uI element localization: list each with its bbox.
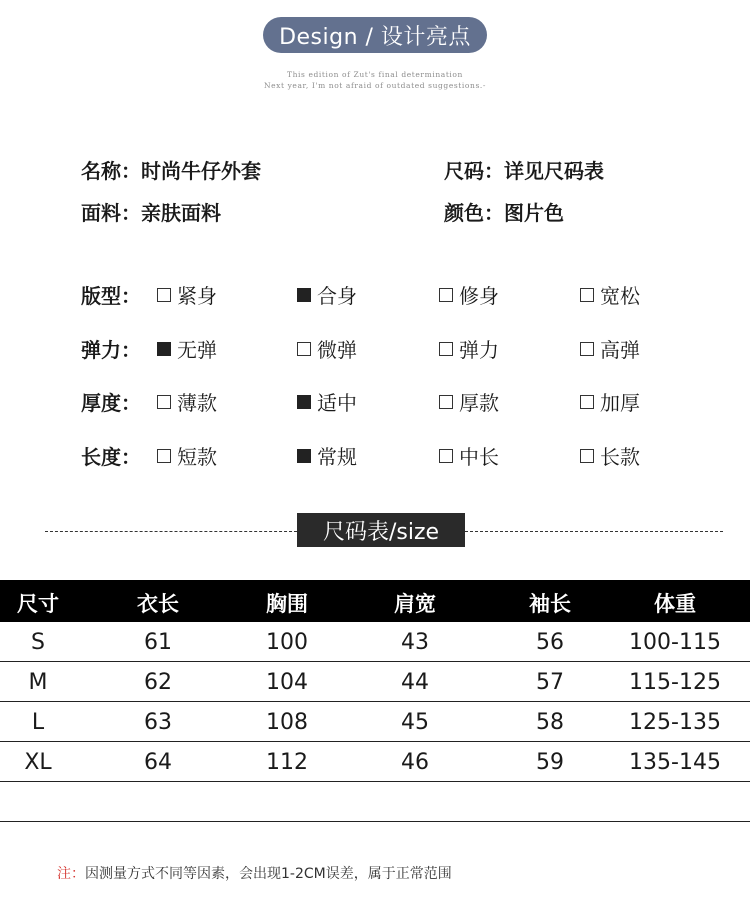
divider-right (465, 531, 723, 532)
table-cell: 59 (536, 750, 564, 775)
attribute-option (580, 387, 640, 416)
attribute-option (157, 334, 217, 363)
table-cell: 45 (401, 710, 429, 735)
attribute-option-label: 厚款 (459, 391, 499, 415)
note-prefix: 注： (57, 866, 85, 882)
attribute-option-label: 微弹 (317, 338, 357, 362)
table-rule (0, 741, 750, 742)
table-row (0, 662, 750, 702)
attribute-option (297, 334, 357, 363)
unchecked-box-icon (580, 395, 594, 409)
table-cell: 112 (266, 750, 308, 775)
product-name: 名称：时尚牛仔外套 (81, 159, 261, 183)
attribute-option (580, 334, 640, 363)
attribute-option-label: 弹力 (459, 338, 499, 362)
table-header-cell: 尺寸 (17, 592, 59, 616)
table-rule (0, 821, 750, 822)
table-cell: 61 (144, 630, 172, 655)
table-row (0, 742, 750, 782)
attribute-option (157, 441, 217, 470)
attribute-option (439, 334, 499, 363)
table-cell: 58 (536, 710, 564, 735)
note-text: 因测量方式不同等因素，会出现1-2CM误差，属于正常范围 (85, 866, 452, 882)
checked-box-icon (297, 449, 311, 463)
table-row (0, 702, 750, 742)
attribute-option-label: 中长 (459, 445, 499, 469)
table-rule (0, 701, 750, 702)
attribute-label: 弹力： (81, 338, 141, 362)
table-rule (0, 661, 750, 662)
attribute-option (297, 280, 357, 309)
attribute-label: 长度： (81, 445, 141, 469)
section-title: Design / 设计亮点 (279, 24, 471, 50)
table-cell: 104 (266, 670, 308, 695)
table-cell: 135-145 (629, 750, 721, 775)
table-cell: 43 (401, 630, 429, 655)
table-header-cell: 胸围 (266, 592, 308, 616)
product-size: 尺码：详见尺码表 (444, 159, 604, 183)
attribute-option (580, 280, 640, 309)
size-chart-title (297, 513, 465, 547)
table-cell: 44 (401, 670, 429, 695)
table-cell: XL (24, 750, 52, 775)
unchecked-box-icon (439, 342, 453, 356)
unchecked-box-icon (297, 342, 311, 356)
table-cell: 64 (144, 750, 172, 775)
table-cell: 108 (266, 710, 308, 735)
table-cell: 125-135 (629, 710, 721, 735)
unchecked-box-icon (157, 288, 171, 302)
table-rule (0, 781, 750, 782)
attribute-option (157, 387, 217, 416)
attribute-option-label: 合身 (317, 284, 357, 308)
attribute-option (297, 387, 357, 416)
attribute-option (157, 280, 217, 309)
checked-box-icon (297, 395, 311, 409)
table-cell: 63 (144, 710, 172, 735)
table-cell: S (31, 630, 45, 655)
size-table-header (0, 580, 750, 622)
table-cell: 115-125 (629, 670, 721, 695)
table-cell: M (28, 670, 48, 695)
table-cell: L (31, 710, 45, 735)
unchecked-box-icon (439, 288, 453, 302)
measurement-note (57, 863, 452, 883)
attribute-option (439, 387, 499, 416)
product-fabric: 面料：亲肤面料 (81, 201, 221, 225)
table-row (0, 622, 750, 662)
attribute-option-label: 短款 (177, 445, 217, 469)
attribute-option-label: 无弹 (177, 338, 217, 362)
attribute-option-label: 修身 (459, 284, 499, 308)
table-cell: 57 (536, 670, 564, 695)
table-header-cell: 肩宽 (394, 592, 436, 616)
table-header-cell: 体重 (654, 592, 696, 616)
table-cell: 100 (266, 630, 308, 655)
unchecked-box-icon (580, 449, 594, 463)
attribute-option-label: 高弹 (600, 338, 640, 362)
table-cell: 100-115 (629, 630, 721, 655)
attribute-option (439, 441, 499, 470)
attribute-option-label: 宽松 (600, 284, 640, 308)
size-chart-title-text: 尺码表/size (322, 519, 440, 545)
attribute-option-label: 薄款 (177, 391, 217, 415)
attribute-option (297, 441, 357, 470)
table-header-cell: 袖长 (529, 592, 571, 616)
unchecked-box-icon (439, 449, 453, 463)
table-cell: 62 (144, 670, 172, 695)
attribute-option-label: 常规 (317, 445, 357, 469)
header-subtitle-line-2: Next year, I'm not afraid of outdated suggestions.- (263, 81, 487, 90)
attribute-option (580, 441, 640, 470)
unchecked-box-icon (439, 395, 453, 409)
checked-box-icon (297, 288, 311, 302)
product-color: 颜色：图片色 (444, 201, 564, 225)
checked-box-icon (157, 342, 171, 356)
attribute-option-label: 紧身 (177, 284, 217, 308)
unchecked-box-icon (580, 342, 594, 356)
table-cell: 46 (401, 750, 429, 775)
attribute-option-label: 加厚 (600, 391, 640, 415)
attribute-label: 厚度： (81, 391, 141, 415)
table-cell: 56 (536, 630, 564, 655)
attribute-option-label: 适中 (317, 391, 357, 415)
attribute-option-label: 长款 (600, 445, 640, 469)
attribute-label: 版型： (81, 284, 141, 308)
section-title-badge (263, 17, 487, 53)
table-header-cell: 衣长 (137, 592, 179, 616)
unchecked-box-icon (580, 288, 594, 302)
unchecked-box-icon (157, 449, 171, 463)
unchecked-box-icon (157, 395, 171, 409)
divider-left (45, 531, 297, 532)
attribute-option (439, 280, 499, 309)
header-subtitle-line-1: This edition of Zut's final determination (287, 70, 463, 79)
